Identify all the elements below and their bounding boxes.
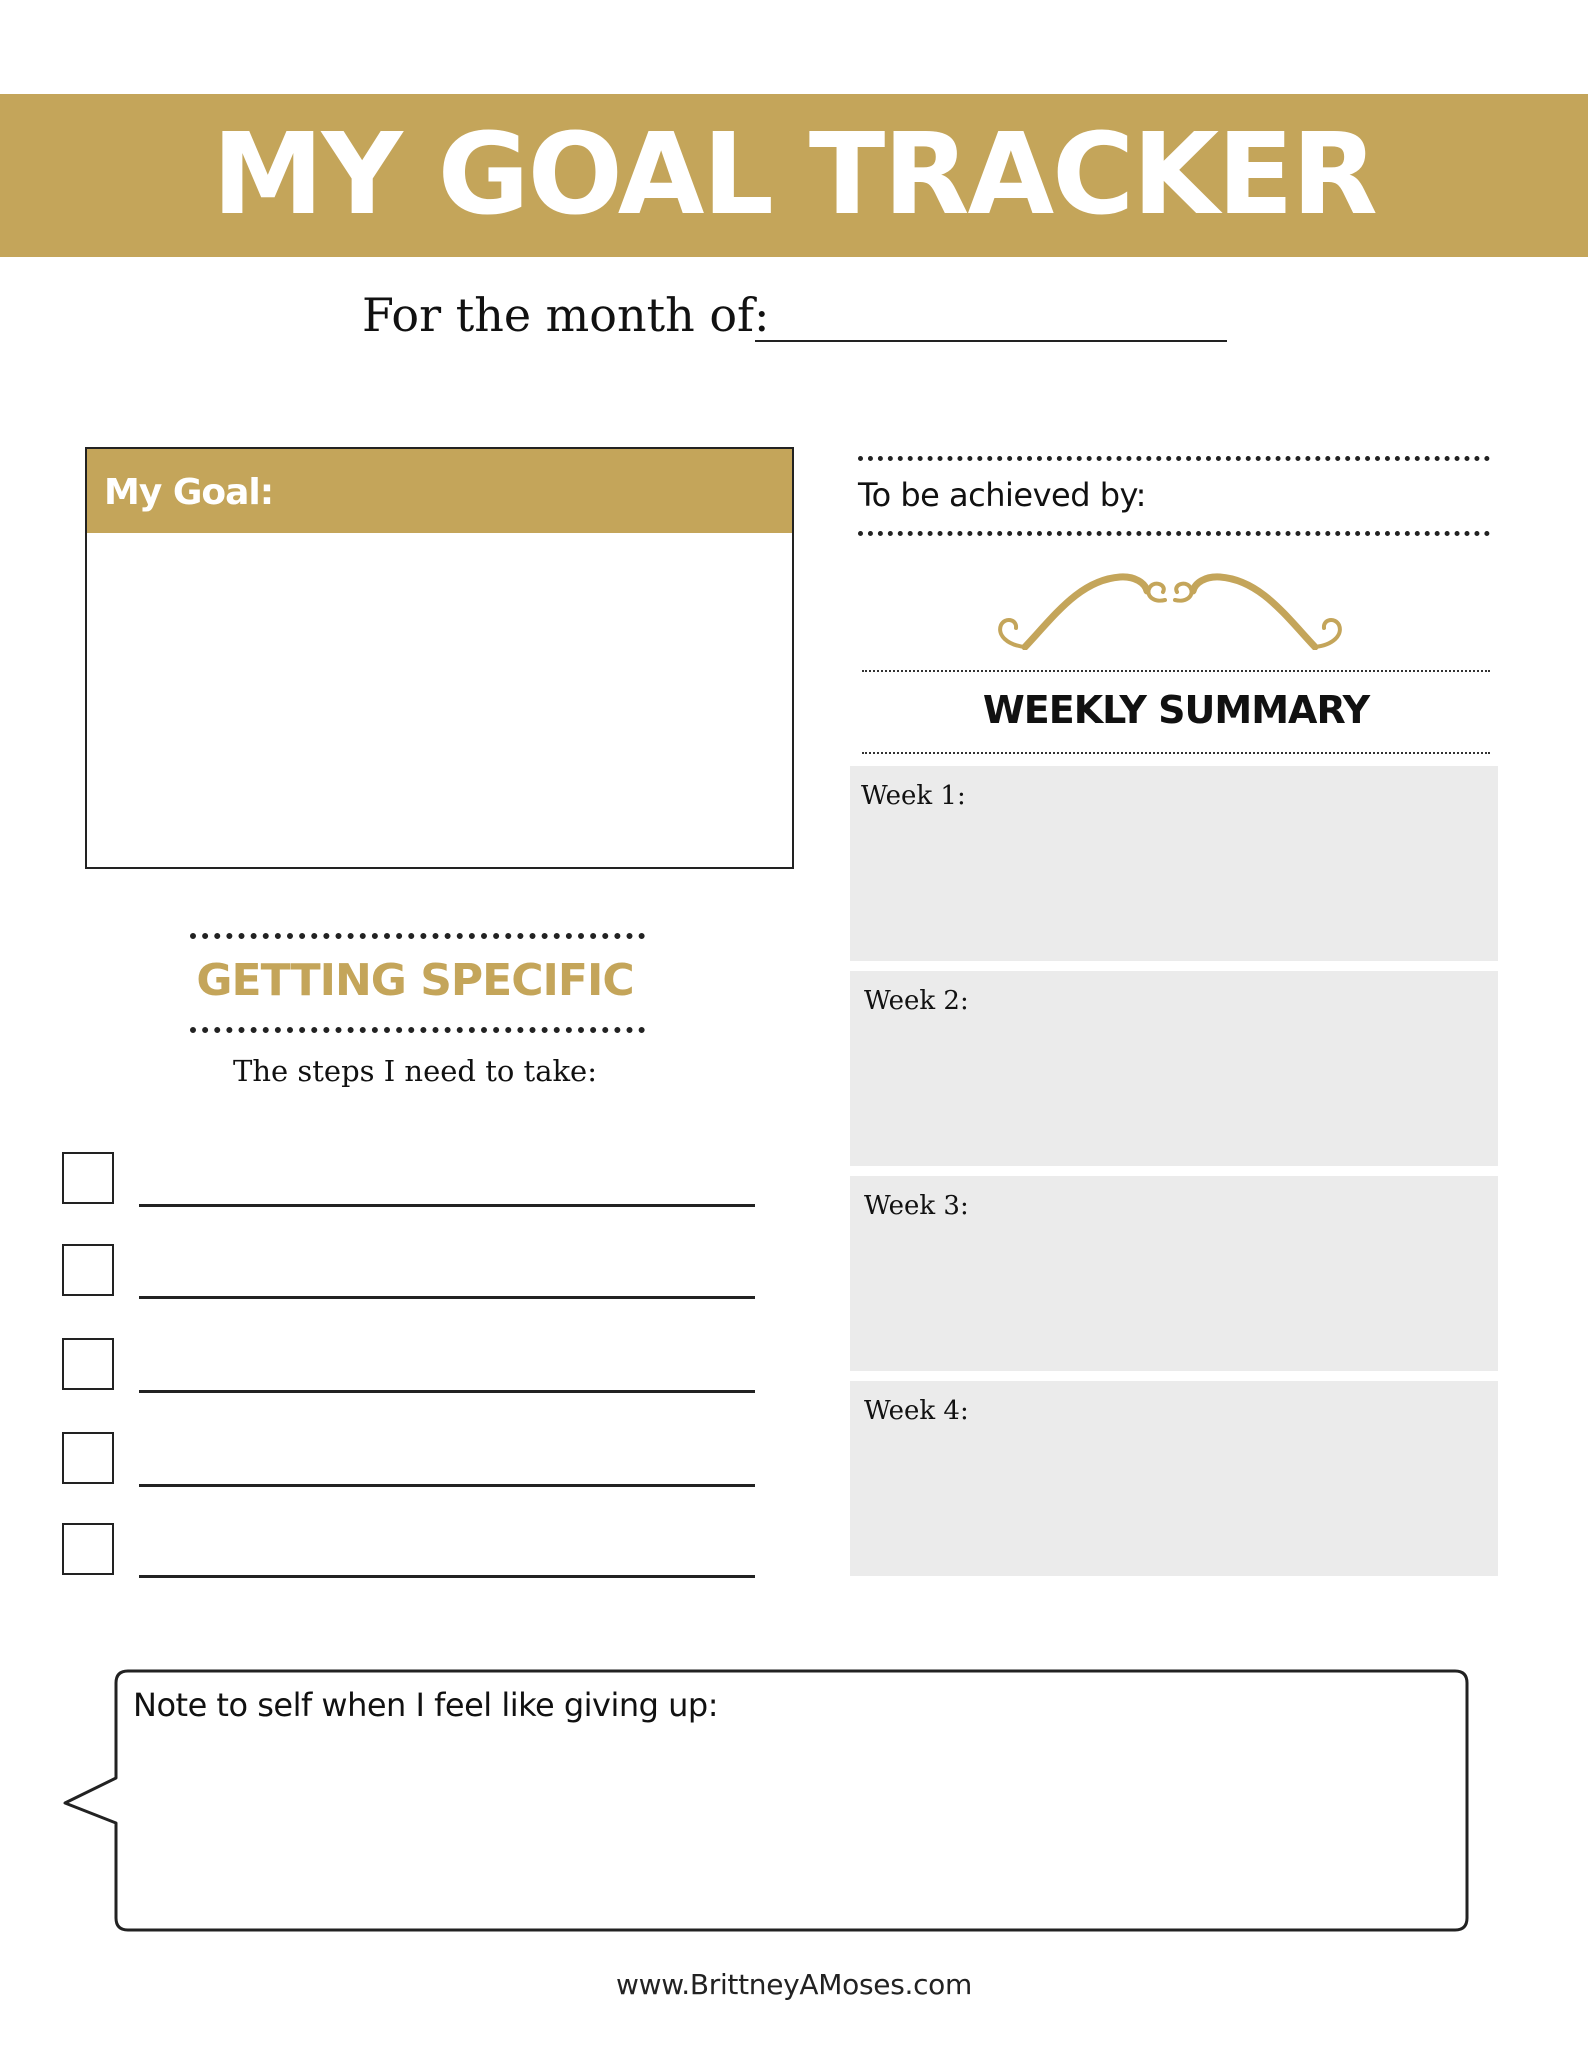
week-4-box[interactable] <box>850 1381 1498 1576</box>
week-3-box[interactable] <box>850 1176 1498 1371</box>
footer-website-link[interactable]: www.BrittneyAMoses.com <box>616 1968 972 2001</box>
week-label: Week 4: <box>864 1396 969 1426</box>
divider-dots <box>862 670 1490 672</box>
step-row <box>62 1338 762 1396</box>
step-row <box>62 1152 762 1210</box>
step-checkbox[interactable] <box>62 1432 114 1484</box>
divider-dots <box>862 752 1490 754</box>
step-line-field[interactable] <box>139 1296 755 1299</box>
week-1-box[interactable] <box>850 766 1498 961</box>
divider-dots <box>858 456 1490 461</box>
week-label: Week 3: <box>864 1191 969 1221</box>
step-row <box>62 1432 762 1490</box>
month-label: For the month of: <box>362 288 770 342</box>
weekly-summary-title: WEEKLY SUMMARY <box>982 688 1370 732</box>
step-line-field[interactable] <box>139 1575 755 1578</box>
step-line-field[interactable] <box>139 1390 755 1393</box>
page-title: MY GOAL TRACKER <box>212 110 1376 240</box>
divider-dots <box>190 1027 645 1033</box>
note-label: Note to self when I feel like giving up: <box>133 1686 719 1724</box>
step-checkbox[interactable] <box>62 1244 114 1296</box>
week-label: Week 2: <box>864 986 969 1016</box>
goal-label: My Goal: <box>87 449 792 533</box>
week-2-box[interactable] <box>850 971 1498 1166</box>
getting-specific-title: GETTING SPECIFIC <box>196 955 634 1006</box>
step-checkbox[interactable] <box>62 1152 114 1204</box>
step-line-field[interactable] <box>139 1484 755 1487</box>
achieve-by-label: To be achieved by: <box>858 476 1146 514</box>
divider-dots <box>190 933 645 939</box>
step-line-field[interactable] <box>139 1204 755 1207</box>
steps-subtitle: The steps I need to take: <box>232 1054 597 1088</box>
month-field[interactable] <box>755 340 1227 342</box>
flourish-ornament-icon <box>985 565 1355 650</box>
week-label: Week 1: <box>861 781 966 811</box>
step-row <box>62 1244 762 1302</box>
step-checkbox[interactable] <box>62 1523 114 1575</box>
divider-dots <box>858 531 1490 536</box>
step-checkbox[interactable] <box>62 1338 114 1390</box>
step-row <box>62 1523 762 1581</box>
